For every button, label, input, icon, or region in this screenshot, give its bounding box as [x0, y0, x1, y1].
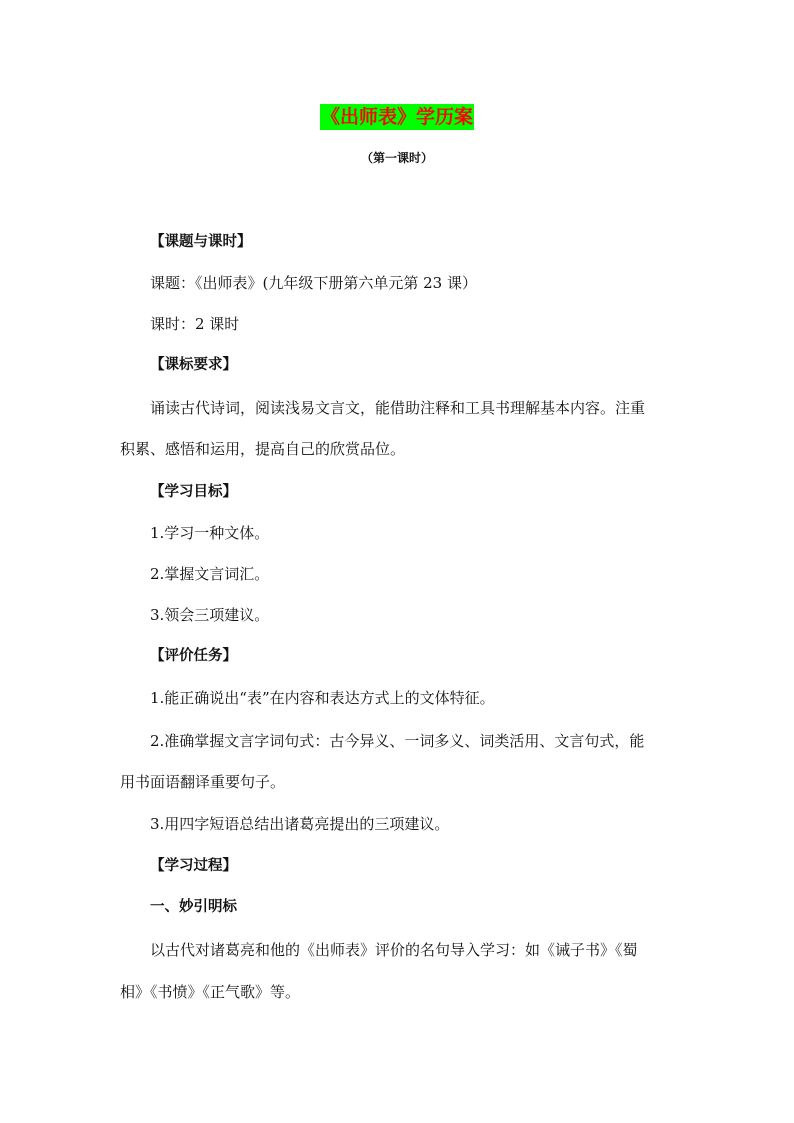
goal-item-1: 1.学习一种文体。 — [150, 524, 270, 542]
standard-heading: 【课标要求】 — [150, 357, 237, 373]
step-1-text-line-1: 以古代对诸葛亮和他的《出师表》评价的名句导入学习：如《诫子书》《蜀 — [150, 941, 638, 959]
goal-item-3: 3.领会三项建议。 — [150, 606, 270, 624]
process-heading: 【学习过程】 — [150, 858, 237, 874]
eval-heading: 【评价任务】 — [150, 648, 237, 664]
eval-item-3: 3.用四字短语总结出诸葛亮提出的三项建议。 — [150, 815, 450, 833]
document-subtitle: （第一课时） — [360, 151, 433, 165]
title-container — [0, 104, 794, 130]
eval-item-1: 1.能正确说出“表”在内容和表达方式上的文体特征。 — [150, 689, 495, 707]
eval-item-2-line-1: 2.准确掌握文言字词句式：古今异义、一词多义、词类活用、文言句式，能 — [150, 732, 645, 750]
standard-text-line-2: 积累、感悟和运用，提高自己的欣赏品位。 — [120, 440, 406, 458]
goals-heading: 【学习目标】 — [150, 484, 237, 500]
step-1-text-line-2: 相》《书愤》《正气歌》等。 — [120, 983, 301, 1001]
topic-heading: 【课题与课时】 — [150, 234, 252, 250]
topic-line: 课题：《出师表》(九年级下册第六单元第 23 课） — [150, 274, 477, 292]
standard-text-line-1: 诵读古代诗词，阅读浅易文言文，能借助注释和工具书理解基本内容。注重 — [150, 399, 646, 417]
step-1-heading: 一、妙引明标 — [150, 899, 237, 915]
document-title: 《出师表》学历案 — [320, 106, 473, 128]
eval-item-2-line-2: 用书面语翻译重要句子。 — [120, 773, 286, 791]
hours-line: 课时：2 课时 — [150, 315, 240, 333]
goal-item-2: 2.掌握文言词汇。 — [150, 565, 270, 583]
